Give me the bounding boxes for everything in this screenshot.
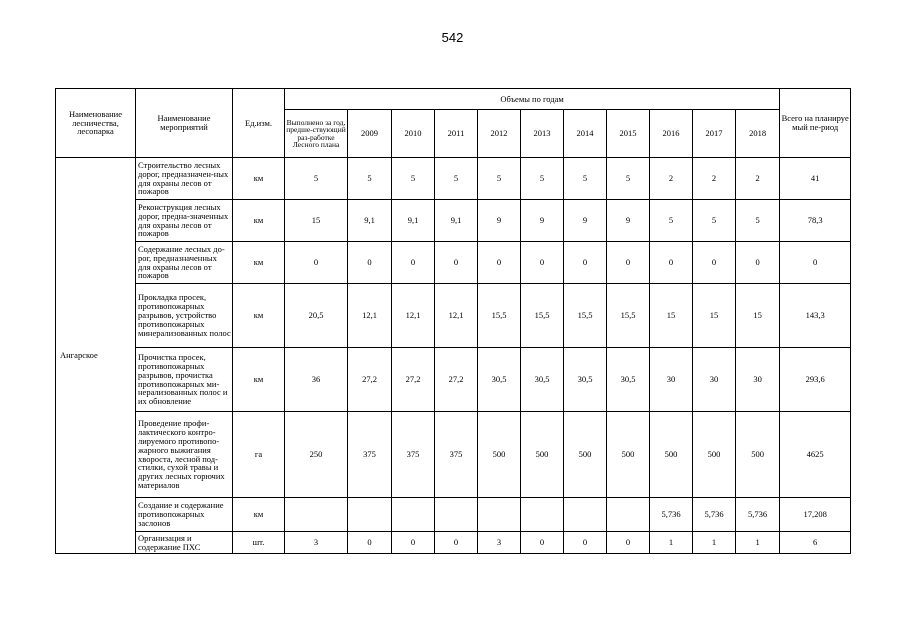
year-value-cell: 5 xyxy=(348,158,392,200)
year-value-cell: 0 xyxy=(392,242,435,284)
total-cell: 143,3 xyxy=(780,284,851,348)
activity-cell: Содержание лесных до-рог, предназначенных для охраны лесов от пожаров xyxy=(136,242,233,284)
year-value-cell: 1 xyxy=(736,532,780,554)
year-value-cell: 375 xyxy=(392,412,435,498)
done-before-cell: 0 xyxy=(285,242,348,284)
year-value-cell: 375 xyxy=(435,412,478,498)
year-value-cell xyxy=(564,498,607,532)
activity-cell: Проведение профи-лактического контро-лируемого противопо-жарного выжигания хвороста, лесной под-стилки, сухой травы и других лесных горючих материалов xyxy=(136,412,233,498)
header-year: 2017 xyxy=(693,110,736,158)
total-cell: 4625 xyxy=(780,412,851,498)
year-value-cell: 0 xyxy=(607,532,650,554)
total-cell: 293,6 xyxy=(780,348,851,412)
year-value-cell: 0 xyxy=(392,532,435,554)
activity-cell: Организация и содержание ПХС xyxy=(136,532,233,554)
total-cell: 0 xyxy=(780,242,851,284)
year-value-cell: 5 xyxy=(435,158,478,200)
unit-cell: км xyxy=(233,158,285,200)
header-year: 2013 xyxy=(521,110,564,158)
header-done-before: Выполнено за год, предше-ствующий раз-работке Лесного плана xyxy=(285,110,348,158)
year-value-cell: 9 xyxy=(564,200,607,242)
table-row xyxy=(56,412,851,498)
table-row xyxy=(56,348,851,412)
year-value-cell: 9 xyxy=(478,200,521,242)
year-value-cell: 5 xyxy=(392,158,435,200)
year-value-cell xyxy=(478,498,521,532)
year-value-cell xyxy=(607,498,650,532)
total-cell: 17,208 xyxy=(780,498,851,532)
year-value-cell: 15 xyxy=(650,284,693,348)
year-value-cell: 5,736 xyxy=(693,498,736,532)
table-body xyxy=(56,158,851,554)
year-value-cell: 15,5 xyxy=(564,284,607,348)
year-value-cell: 12,1 xyxy=(348,284,392,348)
year-value-cell: 9 xyxy=(521,200,564,242)
year-value-cell: 15,5 xyxy=(607,284,650,348)
year-value-cell: 5 xyxy=(736,200,780,242)
header-forestry: Наименование лесничества, лесопарка xyxy=(56,89,136,158)
total-cell: 41 xyxy=(780,158,851,200)
year-value-cell: 12,1 xyxy=(392,284,435,348)
year-value-cell: 9,1 xyxy=(348,200,392,242)
year-value-cell: 27,2 xyxy=(348,348,392,412)
activity-cell: Прокладка просек, противопожарных разрывов, устройство противопожарных минерализованных полос xyxy=(136,284,233,348)
header-unit: Ед.изм. xyxy=(233,89,285,158)
year-value-cell: 1 xyxy=(650,532,693,554)
year-value-cell: 5,736 xyxy=(736,498,780,532)
year-value-cell: 15,5 xyxy=(521,284,564,348)
header-total: Всего на планируе мый пе-риод xyxy=(780,89,851,158)
year-value-cell: 500 xyxy=(736,412,780,498)
year-value-cell: 27,2 xyxy=(435,348,478,412)
unit-cell: км xyxy=(233,498,285,532)
year-value-cell: 500 xyxy=(478,412,521,498)
done-before-cell: 250 xyxy=(285,412,348,498)
year-value-cell: 0 xyxy=(693,242,736,284)
header-volumes-by-year: Объемы по годам xyxy=(285,89,780,110)
header-year: 2009 xyxy=(348,110,392,158)
unit-cell: км xyxy=(233,348,285,412)
table-row xyxy=(56,284,851,348)
year-value-cell: 5 xyxy=(607,158,650,200)
total-cell: 78,3 xyxy=(780,200,851,242)
year-value-cell: 0 xyxy=(348,242,392,284)
unit-cell: км xyxy=(233,242,285,284)
year-value-cell: 27,2 xyxy=(392,348,435,412)
year-value-cell xyxy=(521,498,564,532)
unit-cell: км xyxy=(233,200,285,242)
year-value-cell: 500 xyxy=(521,412,564,498)
table-row xyxy=(56,158,851,200)
year-value-cell: 1 xyxy=(693,532,736,554)
year-value-cell: 0 xyxy=(435,242,478,284)
table-row xyxy=(56,498,851,532)
year-value-cell: 2 xyxy=(650,158,693,200)
done-before-cell xyxy=(285,498,348,532)
year-value-cell: 0 xyxy=(564,532,607,554)
header-year: 2016 xyxy=(650,110,693,158)
year-value-cell: 15 xyxy=(736,284,780,348)
done-before-cell: 20,5 xyxy=(285,284,348,348)
year-value-cell: 2 xyxy=(736,158,780,200)
forestry-name-cell: Ангарское xyxy=(56,158,136,554)
unit-cell: га xyxy=(233,412,285,498)
year-value-cell xyxy=(435,498,478,532)
year-value-cell: 500 xyxy=(650,412,693,498)
year-value-cell: 30 xyxy=(693,348,736,412)
year-value-cell: 15 xyxy=(693,284,736,348)
header-year: 2014 xyxy=(564,110,607,158)
table-row xyxy=(56,242,851,284)
year-value-cell: 30,5 xyxy=(564,348,607,412)
done-before-cell: 5 xyxy=(285,158,348,200)
year-value-cell: 3 xyxy=(478,532,521,554)
year-value-cell: 2 xyxy=(693,158,736,200)
activity-cell: Прочистка просек, противопожарных разрывов, прочистка противопожарных ми-нерализованных полос и их обновление xyxy=(136,348,233,412)
year-value-cell: 5 xyxy=(521,158,564,200)
year-value-cell xyxy=(348,498,392,532)
header-year: 2010 xyxy=(392,110,435,158)
year-value-cell: 0 xyxy=(348,532,392,554)
year-value-cell: 0 xyxy=(736,242,780,284)
header-year: 2015 xyxy=(607,110,650,158)
year-value-cell: 30 xyxy=(650,348,693,412)
header-activity: Наименование мероприятий xyxy=(136,89,233,158)
done-before-cell: 3 xyxy=(285,532,348,554)
year-value-cell: 0 xyxy=(435,532,478,554)
unit-cell: шт. xyxy=(233,532,285,554)
table-row xyxy=(56,200,851,242)
year-value-cell: 5 xyxy=(564,158,607,200)
year-value-cell: 5 xyxy=(478,158,521,200)
total-cell: 6 xyxy=(780,532,851,554)
year-value-cell xyxy=(392,498,435,532)
done-before-cell: 15 xyxy=(285,200,348,242)
unit-cell: км xyxy=(233,284,285,348)
year-value-cell: 500 xyxy=(607,412,650,498)
year-value-cell: 0 xyxy=(564,242,607,284)
year-value-cell: 500 xyxy=(564,412,607,498)
year-value-cell: 30 xyxy=(736,348,780,412)
page-number: 542 xyxy=(441,30,464,45)
year-value-cell: 0 xyxy=(521,242,564,284)
year-value-cell: 15,5 xyxy=(478,284,521,348)
done-before-cell: 36 xyxy=(285,348,348,412)
year-value-cell: 5,736 xyxy=(650,498,693,532)
year-value-cell: 9,1 xyxy=(435,200,478,242)
header-row-group xyxy=(56,89,851,110)
year-value-cell: 9,1 xyxy=(392,200,435,242)
year-value-cell: 30,5 xyxy=(478,348,521,412)
year-value-cell: 9 xyxy=(607,200,650,242)
activity-cell: Реконструкция лесных дорог, предна-значенных для охраны лесов от пожаров xyxy=(136,200,233,242)
year-value-cell: 0 xyxy=(521,532,564,554)
year-value-cell: 0 xyxy=(607,242,650,284)
year-value-cell: 5 xyxy=(693,200,736,242)
year-value-cell: 0 xyxy=(650,242,693,284)
activity-cell: Строительство лесных дорог, предназначен-ных для охраны лесов от пожаров xyxy=(136,158,233,200)
year-value-cell: 12,1 xyxy=(435,284,478,348)
year-value-cell: 30,5 xyxy=(607,348,650,412)
year-value-cell: 30,5 xyxy=(521,348,564,412)
year-value-cell: 0 xyxy=(478,242,521,284)
header-year: 2012 xyxy=(478,110,521,158)
header-year: 2018 xyxy=(736,110,780,158)
year-value-cell: 500 xyxy=(693,412,736,498)
header-year: 2011 xyxy=(435,110,478,158)
year-value-cell: 5 xyxy=(650,200,693,242)
table-row xyxy=(56,532,851,554)
fire-prevention-table xyxy=(55,88,851,554)
year-value-cell: 375 xyxy=(348,412,392,498)
activity-cell: Создание и содержание противопожарных заслонов xyxy=(136,498,233,532)
